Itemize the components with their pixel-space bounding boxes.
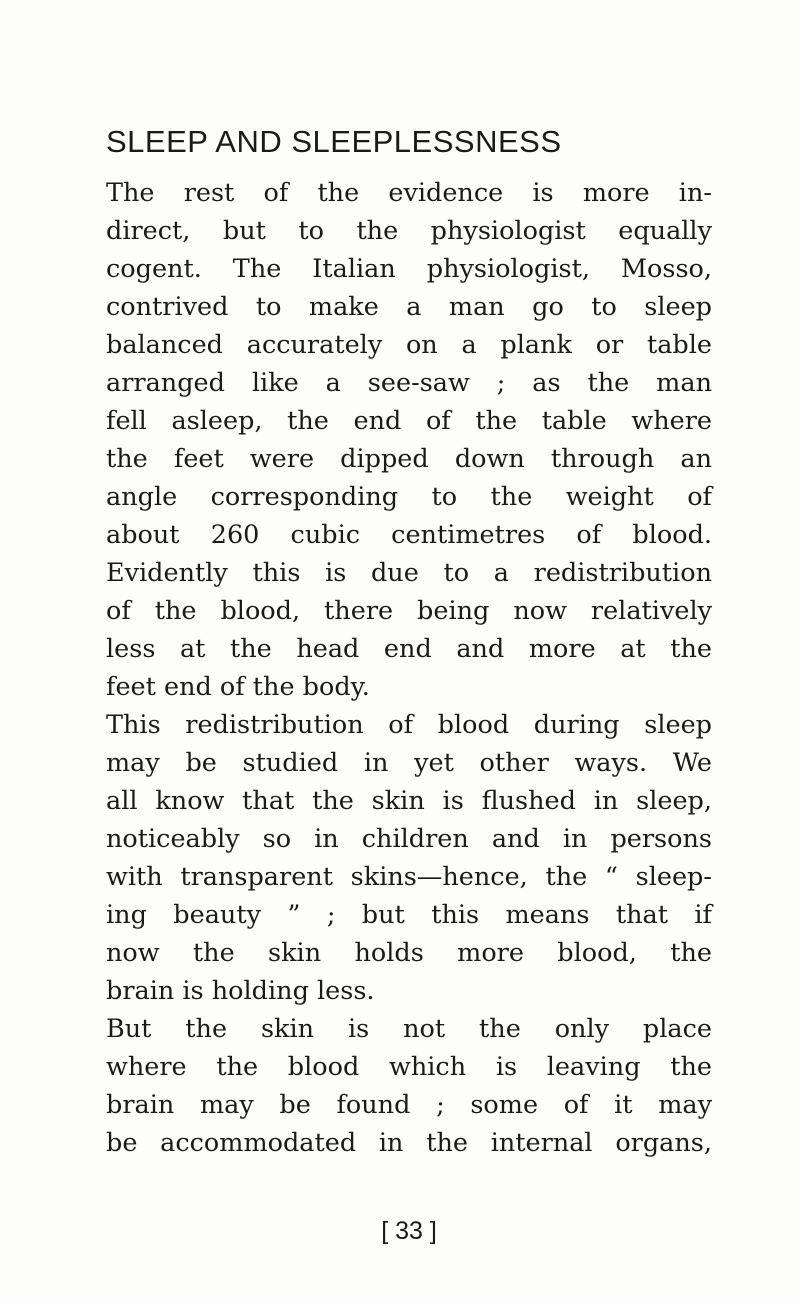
book-page bbox=[106, 122, 712, 1162]
page-number: [ 33 ] bbox=[381, 1217, 437, 1245]
running-head: SLEEP AND SLEEPLESSNESS bbox=[106, 124, 562, 159]
text-line: with transparent skins—hence, the “ sleep- bbox=[106, 862, 712, 892]
text-line: ing beauty ” ; but this means that if bbox=[106, 900, 712, 930]
text-line: of the blood, there being now relatively bbox=[106, 596, 712, 626]
text-line: fell asleep, the end of the table where bbox=[106, 406, 712, 436]
text-line: may be studied in yet other ways. We bbox=[106, 748, 712, 778]
text-line: all know that the skin is flushed in sleep, bbox=[106, 786, 712, 816]
text-line: where the blood which is leaving the bbox=[106, 1052, 712, 1082]
text-line: balanced accurately on a plank or table bbox=[106, 330, 712, 360]
text-line: less at the head end and more at the bbox=[106, 634, 712, 664]
text-line: about 260 cubic centimetres of blood. bbox=[106, 520, 712, 550]
text-line: brain is holding less. bbox=[106, 976, 375, 1006]
text-line: direct, but to the physiologist equally bbox=[106, 216, 712, 246]
text-line: The rest of the evidence is more in- bbox=[106, 178, 712, 208]
text-line: arranged like a see-saw ; as the man bbox=[106, 368, 712, 398]
text-line: angle corresponding to the weight of bbox=[106, 482, 712, 512]
text-line: now the skin holds more blood, the bbox=[106, 938, 712, 968]
text-line: Evidently this is due to a redistribution bbox=[106, 558, 712, 588]
text-line: But the skin is not the only place bbox=[106, 1014, 712, 1044]
text-line: cogent. The Italian physiologist, Mosso, bbox=[106, 254, 712, 284]
text-line: be accommodated in the internal organs, bbox=[106, 1128, 712, 1158]
text-line: contrived to make a man go to sleep bbox=[106, 292, 712, 322]
text-line: feet end of the body. bbox=[106, 672, 370, 702]
body-text bbox=[106, 174, 712, 1162]
text-line: This redistribution of blood during sleep bbox=[106, 710, 712, 740]
text-line: the feet were dipped down through an bbox=[106, 444, 712, 474]
text-line: brain may be found ; some of it may bbox=[106, 1090, 712, 1120]
text-line: noticeably so in children and in persons bbox=[106, 824, 712, 854]
